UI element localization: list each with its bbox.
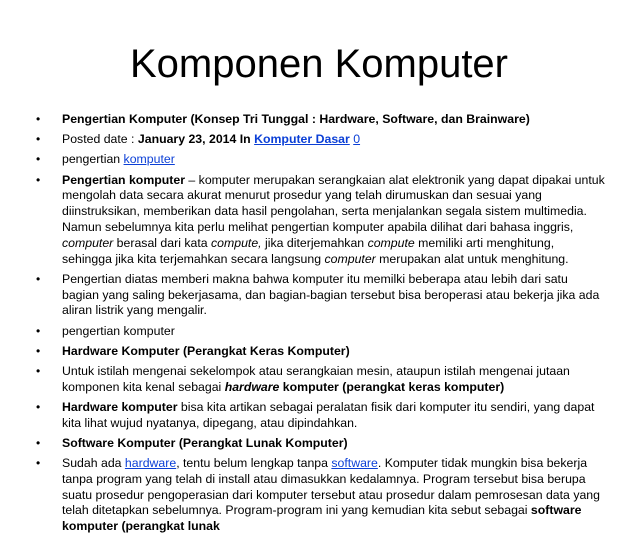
definition-text: – komputer merupakan serangkaian alat elektronik yang dapat dipakai untuk mengolah data secara akurat menurut prosedur yang telah dirumuskan dan sesuai yang diinstruksikan, memberikan data hasil pengolahan, serta menjalankan segala sistem multimedia. Namun sebelumnya kita perlu melihat pengertian komputer apabila dilihat dari bahasa inggris,: [62, 172, 605, 234]
bullet-icon: •: [36, 435, 41, 450]
heading-tri-tunggal: Pengertian Komputer (Konsep Tri Tunggal : Hardware, Software, dan Brainware): [62, 112, 530, 126]
paragraph-text: . Komputer tidak mungkin bisa bekerja tanpa program yang telah di install atau dimasukkan kedalamnya. Program tersebut bisa berupa suatu prosedur pengoperasian dari komputer tersebut atau prosedur dalam pemrosesan data yang telah ditetapkan sebelumnya. Program-program ini yang kemudian kita sebut sebagai: [62, 456, 600, 518]
category-link[interactable]: Komputer Dasar: [254, 132, 350, 147]
bullet-icon: •: [36, 456, 41, 471]
list-item: [0, 436, 638, 452]
term-compute: compute,: [211, 235, 262, 250]
comment-count-link[interactable]: 0: [353, 132, 361, 147]
text-pengertian: pengertian: [62, 152, 124, 167]
term-computer: computer: [62, 235, 114, 250]
term-perangkat-keras: komputer (perangkat keras komputer): [279, 379, 505, 394]
term-computer: computer: [324, 251, 376, 266]
list-item: [0, 344, 638, 360]
term-hardware: hardware: [224, 379, 280, 394]
definition-text: berasal dari kata: [113, 235, 212, 250]
bullet-icon: •: [36, 172, 41, 187]
paragraph-text: Untuk istilah mengenai sekelompok atau serangkaian mesin, ataupun istilah mengenai jutaan komponen kita kenal sebagai: [62, 363, 570, 394]
definition-text: merupakan alat untuk menghitung.: [375, 251, 569, 266]
bullet-icon: •: [36, 323, 41, 338]
list-item: [0, 173, 638, 268]
list-item: [0, 364, 638, 396]
heading-software: Software Komputer (Perangkat Lunak Komputer): [62, 435, 348, 450]
list-item: [0, 132, 638, 148]
list-item: [0, 112, 638, 128]
slide-title: Komponen Komputer: [129, 42, 508, 86]
bullet-icon: •: [36, 152, 41, 167]
komputer-link[interactable]: komputer: [123, 152, 175, 167]
term-software-komputer: software komputer (perangkat lunak: [62, 503, 582, 534]
paragraph-text: Pengertian diatas memberi makna bahwa komputer itu memilki beberapa atau lebih dari satu bagian yang saling bekerjasama, dan bagian-bagian tersebut bisa beroperasi atau bekerja jika ada aliran listrik yang mengalir.: [62, 271, 600, 318]
list-item: [0, 272, 638, 319]
definition-text: jika diterjemahkan: [261, 235, 368, 250]
list-item: [0, 324, 638, 340]
paragraph-text: bisa kita artikan sebagai peralatan fisik dari komputer itu sendiri, yang dapat kita lihat wujud nyatanya, dipegang, atau dipindahkan.: [62, 399, 595, 430]
bullet-list: [0, 112, 638, 539]
term-compute: compute: [367, 235, 415, 250]
bullet-icon: •: [36, 132, 41, 147]
software-link[interactable]: software: [331, 456, 378, 471]
bullet-icon: •: [36, 112, 41, 126]
posted-date: January 23, 2014 In: [137, 132, 255, 147]
term-pengertian-komputer: Pengertian komputer: [62, 172, 185, 187]
paragraph-text: , tentu belum lengkap tanpa: [176, 456, 332, 471]
list-item: [0, 400, 638, 432]
bullet-icon: •: [36, 343, 41, 358]
posted-label: Posted date :: [62, 132, 138, 147]
paragraph-text: pengertian komputer: [62, 323, 175, 338]
term-hardware-komputer: Hardware komputer: [62, 399, 178, 414]
list-item: [0, 456, 638, 535]
bullet-icon: •: [36, 399, 41, 414]
bullet-icon: •: [36, 271, 41, 286]
paragraph-text: Sudah ada: [62, 456, 125, 471]
hardware-link[interactable]: hardware: [124, 456, 177, 471]
heading-hardware: Hardware Komputer (Perangkat Keras Komputer): [62, 343, 350, 358]
list-item: [0, 152, 638, 168]
definition-text: memiliki arti menghitung, sehingga jika kita terjemahkan secara langsung: [62, 235, 555, 266]
bullet-icon: •: [36, 363, 41, 378]
